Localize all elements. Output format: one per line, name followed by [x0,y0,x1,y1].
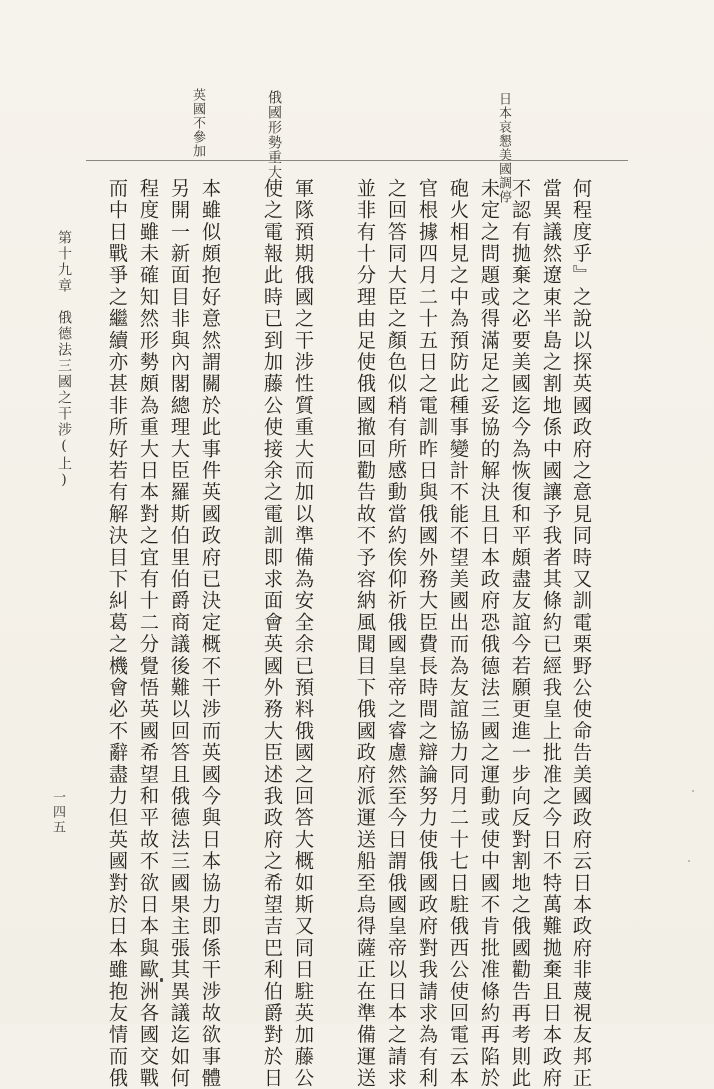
text-column: 之回答同大臣之顏色似稍有所感動當約俟仰祈俄國皇帝之睿慮然至今日謂俄國皇帝以日本之請求 [385,178,408,1089]
text-column: 當異議然遼東半島之割地係中國讓予我者其條約已經我皇上批准之今日不特萬難拋棄且日本政府 [540,178,563,1089]
bleed-through-mark [426,92,440,144]
text-column: 程度雖未確知然形勢頗為重大日本對之宜有十二分覺悟英國希望和平故不欲日本與歐洲各國交戰 [137,178,160,1089]
text-column: 砲火相見之中為預防此種事變計不能不望美國出而為友誼協力同月二十七日駐俄西公使回電云本 [447,178,470,1089]
ink-speck [692,790,694,792]
text-column: 另開一新面目非與內閣總理大臣羅斯伯里伯爵商議後難以回答且俄德法三國果主張其異議迄如何 [168,178,191,1089]
text-column: 使之電報此時已到加藤公使接余之電訓即求面會英國外務大臣述我政府之希望吉巴利伯爵對於日 [261,178,284,1089]
page-number: 一四五 [50,790,65,835]
text-column: 而中日戰爭之繼續亦甚非所好若有解決目下糾葛之機會必不辭盡力但英國對於日本雖抱友情而俄 [106,178,129,1089]
ink-speck [160,978,163,982]
side-note-russia-situation: 俄國形勢重大 [266,90,282,180]
side-note-japan-appeal-us: 日本哀懇美國調停 [496,92,511,204]
text-column: 不認有拋棄之必要美國迄今為恢復和平頗盡友誼今若願更進一步向反對割地之俄國勸告再考則此 [509,178,532,1089]
chapter-footer: 第十九章 俄德法三國之干涉(上) [56,230,72,490]
header-rule [86,160,628,161]
text-column: 軍隊預期俄國之干涉性質重大而加以準備為安全余已預料俄國之回答大概如斯又同日駐英加藤公 [292,178,315,1089]
text-column: 何程度乎』之說以探英國政府之意見同時又訓電栗野公使命告美國政府云日本政府非蔑視友邦正 [570,178,593,1089]
text-column: 官根據四月二十五日之電訓昨日與俄國外務大臣費長時間之辯論努力使俄國政府對我請求為有利 [416,178,439,1089]
side-note-britain-nonparticipation: 英國不參加 [190,88,205,158]
text-column: 本雖似頗抱好意然謂關於此事件英國政府已決定概不干涉而英國今與日本協力即係干涉故欲事體 [199,178,222,1089]
ink-speck [688,860,690,862]
text-column: 未定之問題或得滿足之妥協的解決且日本政府恐俄德法三國之運動或使中國不肯批准條約再陷於 [478,178,501,1089]
text-column: 並非有十分理由足使俄國撤回勸告故不予容納風聞目下俄國政府派運送船至烏得薩正在準備運送 [354,178,377,1089]
